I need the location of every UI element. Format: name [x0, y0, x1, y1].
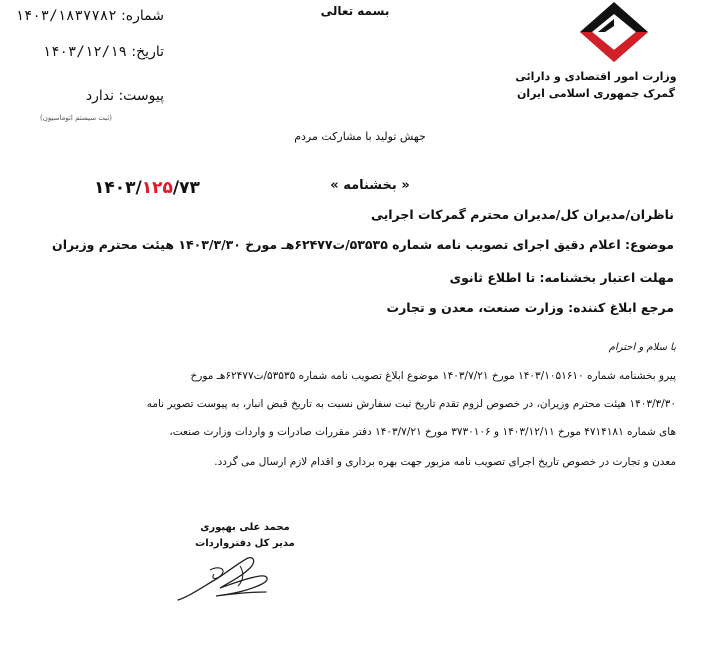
letter-number	[15, 8, 164, 24]
circular-title: « بخشنامه »	[330, 178, 410, 193]
validity-line: مهلت اعتبار بخشنامه: تا اطلاع ثانوی	[449, 270, 674, 285]
body-line: معدن و تجارت در خصوص تاریخ اجرای تصویب نامه مزبور جهت بهره برداری و اقدام لازم ارسال می گردد.	[214, 456, 676, 468]
circular-number-end: /۷۳	[172, 178, 200, 198]
subject-line: موضوع: اعلام دقیق اجرای تصویب نامه شماره ۵۳۵۳۵/ت۶۲۴۷۷هـ مورخ ۱۴۰۳/۳/۳۰ هیئت محترم وزیران	[52, 237, 674, 252]
reference-line: مرجع ابلاغ کننده: وزارت صنعت، معدن و تجارت	[386, 300, 674, 315]
handwritten-signature	[170, 548, 290, 610]
letter-number-label: شماره:	[121, 8, 164, 24]
body-line: ۱۴۰۳/۳/۳۰ هیئت محترم وزیران، در خصوص لزوم تقدم تاریخ ثبت سفارش نسبت به تاریخ قبض انبار، به پیوست تصویر نامه	[146, 398, 676, 410]
signatory-name: محمد علی بهپوری	[200, 522, 290, 533]
body-line: های شماره ۴۷۱۴۱۸۱ مورخ ۱۴۰۳/۱۲/۱۱ و ۳۷۳۰۱۰۶ مورخ ۱۴۰۳/۷/۲۱ دفتر مقررات صادرات و واردات وزارت صنعت،	[169, 426, 676, 438]
salutation: با سلام و احترام	[608, 342, 676, 353]
circular-number	[94, 178, 200, 198]
circular-number-mid: ۱۲۵	[141, 178, 173, 198]
ministry-block	[505, 68, 687, 102]
letter-date-label: تاریخ:	[131, 44, 164, 60]
body-line: پیرو بخشنامه شماره ۱۴۰۳/۱۰۵۱۶۱۰ مورخ ۱۴۰۳/۷/۲۱ موضوع ابلاغ تصویب نامه شماره ۵۳۵۳۵/ت۶۲۴۷۷هـ مورخ	[190, 370, 676, 382]
attachment-label: پیوست:	[118, 88, 164, 104]
attachment-value: ندارد	[85, 88, 114, 104]
customs-logo-icon	[578, 0, 650, 64]
ministry-line-1: وزارت امور اقتصادی و دارائی	[515, 70, 677, 83]
letter-date	[43, 44, 164, 60]
slogan: جهش تولید با مشارکت مردم	[294, 130, 426, 143]
automation-note: (ثبت سیستم اتوماسیون)	[40, 114, 112, 122]
signatory-title: مدیر کل دفترواردات	[195, 538, 295, 549]
letter-date-value: ۱۴۰۳/۱۲/۱۹	[42, 44, 127, 60]
ministry-line-2: گمرک جمهوری اسلامی ایران	[516, 87, 676, 100]
addressee-line: ناظران/مدیران کل/مدیران محترم گمرکات اجرایی	[370, 207, 674, 222]
bismillah: بسمه تعالی	[320, 4, 390, 18]
letter-attachment	[86, 88, 164, 104]
letter-number-value: ۱۴۰۳/۱۸۳۷۷۸۲	[15, 8, 117, 24]
circular-number-year: ۱۴۰۳/	[94, 178, 142, 198]
